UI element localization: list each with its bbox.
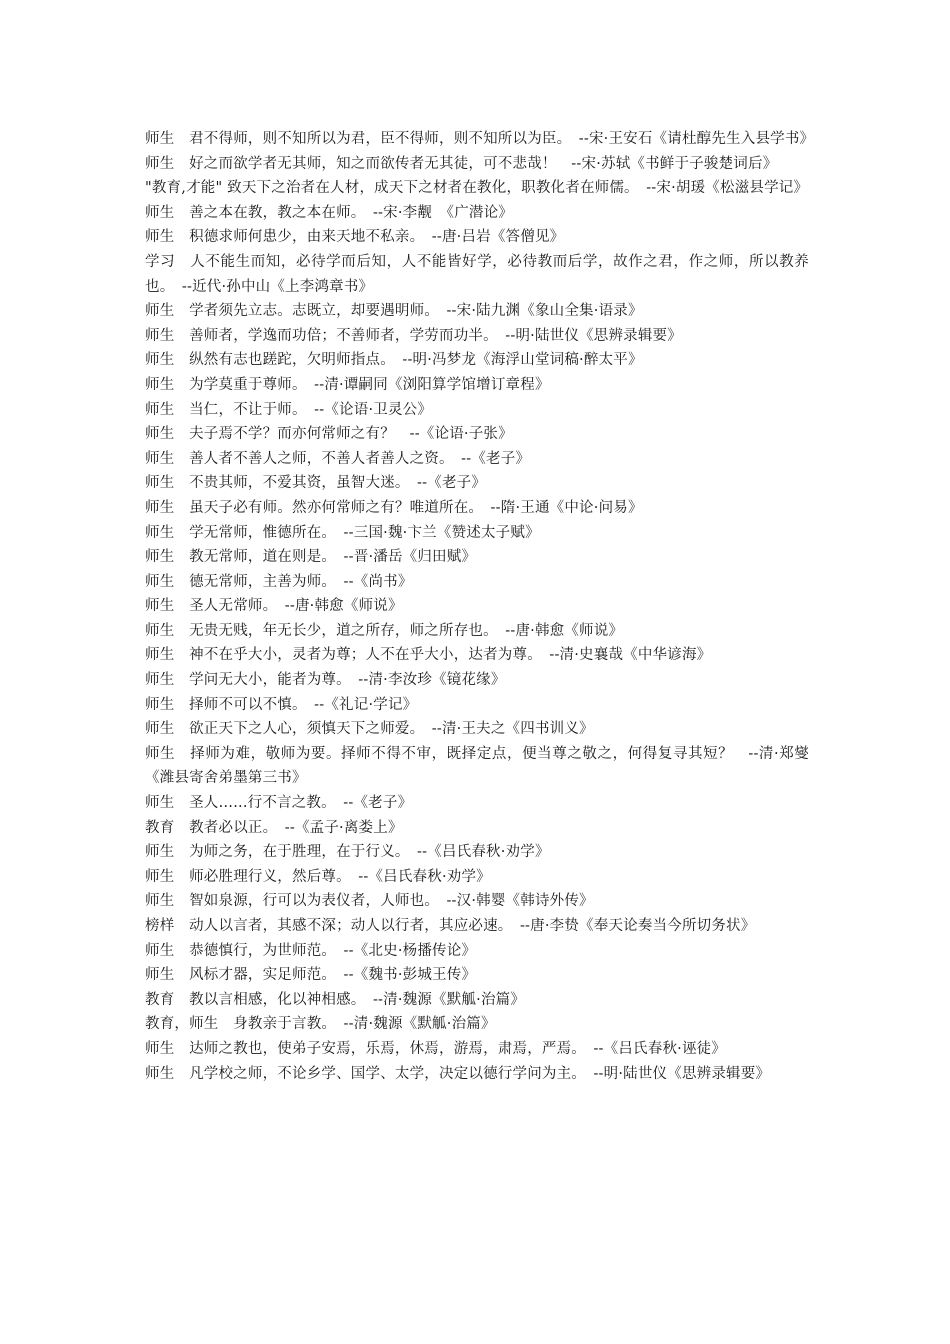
- quote-entry: 师生 师必胜理行义，然后尊。 --《吕氏春秋·劝学》: [145, 868, 491, 885]
- quote-entry: 师生 圣人…...行不言之教。 --《老子》: [145, 795, 413, 812]
- quote-entry: 教育 教者必以正。 --《孟子·离娄上》: [145, 819, 403, 836]
- quote-entry: 师生 不贵其师，不爱其资，虽智大迷。 --《老子》: [145, 475, 487, 492]
- quote-entry: 师生 善师者，学逸而功倍；不善师者，学劳而功半。 --明·陆世仪《思辨录辑要》: [145, 327, 682, 344]
- quote-entry: 师生 虽天子必有师。然亦何常师之有？唯道所在。 --隋·王通《中论·问易》: [145, 499, 643, 516]
- quote-list: [145, 127, 815, 1086]
- quote-entry: 师生 当仁，不让于师。 --《论语·卫灵公》: [145, 401, 433, 418]
- quote-entry: "教育,才能" 致天下之治者在人材，成天下之材者在教化，职教化者在师儒。 --宋·胡瑗《松滋县学记》: [145, 180, 809, 197]
- quote-entry: 师生 善人者不善人之师，不善人者善人之资。 --《老子》: [145, 450, 531, 467]
- quote-entry: 师生 君不得师，则不知所以为君，臣不得师，则不知所以为臣。 --宋·王安石《请杜醇先生入县学书》: [145, 131, 815, 147]
- quote-entry: 师生 神不在乎大小，灵者为尊；人不在乎大小，达者为尊。 --清·史襄哉《中华谚海》: [145, 647, 712, 664]
- quote-entry: 师生 为学莫重于尊师。 --清·谭嗣同《浏阳算学馆增订章程》: [145, 376, 550, 393]
- quote-entry: 师生 无贵无贱，年无长少，道之所存，师之所存也。 --唐·韩愈《师说》: [145, 622, 624, 639]
- quote-entry: 师生 学问无大小，能者为尊。 --清·李汝珍《镜花缘》: [145, 672, 506, 689]
- quote-entry: 学习 人不能生而知，必待学而后知，人不能皆好学，必待教而后学，故作之君，作之师，所以教养也。 --近代·孙中山《上李鸿章书》: [145, 253, 809, 295]
- quote-entry: 师生 圣人无常师。 --唐·韩愈《师说》: [145, 598, 403, 615]
- quote-entry: 教育 教以言相感，化以神相感。 --清·魏源《默觚·治篇》: [145, 991, 526, 1008]
- quote-entry: 师生 为师之务，在于胜理，在于行义。 --《吕氏春秋·劝学》: [145, 844, 550, 861]
- quote-entry: 师生 择师不可以不慎。 --《礼记·学记》: [145, 696, 418, 713]
- quote-entry: 师生 达师之教也，使弟子安焉，乐焉，休焉，游焉，肃焉，严焉。 --《吕氏春秋·诬徒》: [145, 1040, 727, 1057]
- quote-entry: 师生 学无常师，惟德所在。 --三国·魏·卞兰《赞述太子赋》: [145, 524, 540, 541]
- quote-entry: 师生 积德求师何患少，由来天地不私亲。 --唐·吕岩《答僧见》: [145, 229, 565, 246]
- quote-entry: 师生 欲正天下之人心，须慎天下之师爱。 --清·王夫之《四书训义》: [145, 721, 594, 738]
- quote-entry: 师生 教无常师，道在则是。 --晋·潘岳《归田赋》: [145, 549, 477, 566]
- quote-entry: 榜样 动人以言者，其感不深；动人以行者，其应必速。 --唐·李贽《奉天论奏当今所切务状》: [145, 918, 756, 934]
- quote-entry: 师生 好之而欲学者无其师，知之而欲传者无其徒，可不悲哉！ --宋·苏轼《书鲜于子骏楚词后》: [145, 155, 778, 172]
- quote-entry: 师生 学者须先立志。志既立，却要遇明师。 --宋·陆九渊《象山全集·语录》: [145, 303, 643, 320]
- quote-entry: 教育，师生 身教亲于言教。 --清·魏源《默觚·治篇》: [145, 1016, 496, 1033]
- quote-entry: 师生 德无常师，主善为师。 --《尚书》: [145, 573, 413, 590]
- quote-entry: 师生 善之本在教，教之本在师。 --宋·李觏 《广潜论》: [145, 204, 514, 221]
- quote-entry: 师生 智如泉源，行可以为表仪者，人师也。 --汉·韩婴《韩诗外传》: [145, 893, 594, 910]
- quote-entry: 师生 择师为难，敬师为要。择师不得不审，既择定点，便当尊之敬之，何得复寻其短？ --清·郑燮《潍县寄舍弟墨第三书》: [145, 745, 809, 787]
- quote-entry: 师生 风标才器，实足师范。 --《魏书·彭城王传》: [145, 967, 477, 984]
- quote-entry: 师生 纵然有志也蹉跎，欠明师指点。 --明·冯梦龙《海浮山堂词稿·醉太平》: [145, 352, 643, 369]
- quote-entry: 师生 恭德慎行，为世师范。 --《北史·杨播传论》: [145, 942, 477, 959]
- quote-entry: 师生 凡学校之师，不论乡学、国学、太学，决定以德行学问为主。 --明·陆世仪《思辨录辑要》: [145, 1065, 771, 1082]
- quote-entry: 师生 夫子焉不学？而亦何常师之有？ --《论语·子张》: [145, 426, 513, 443]
